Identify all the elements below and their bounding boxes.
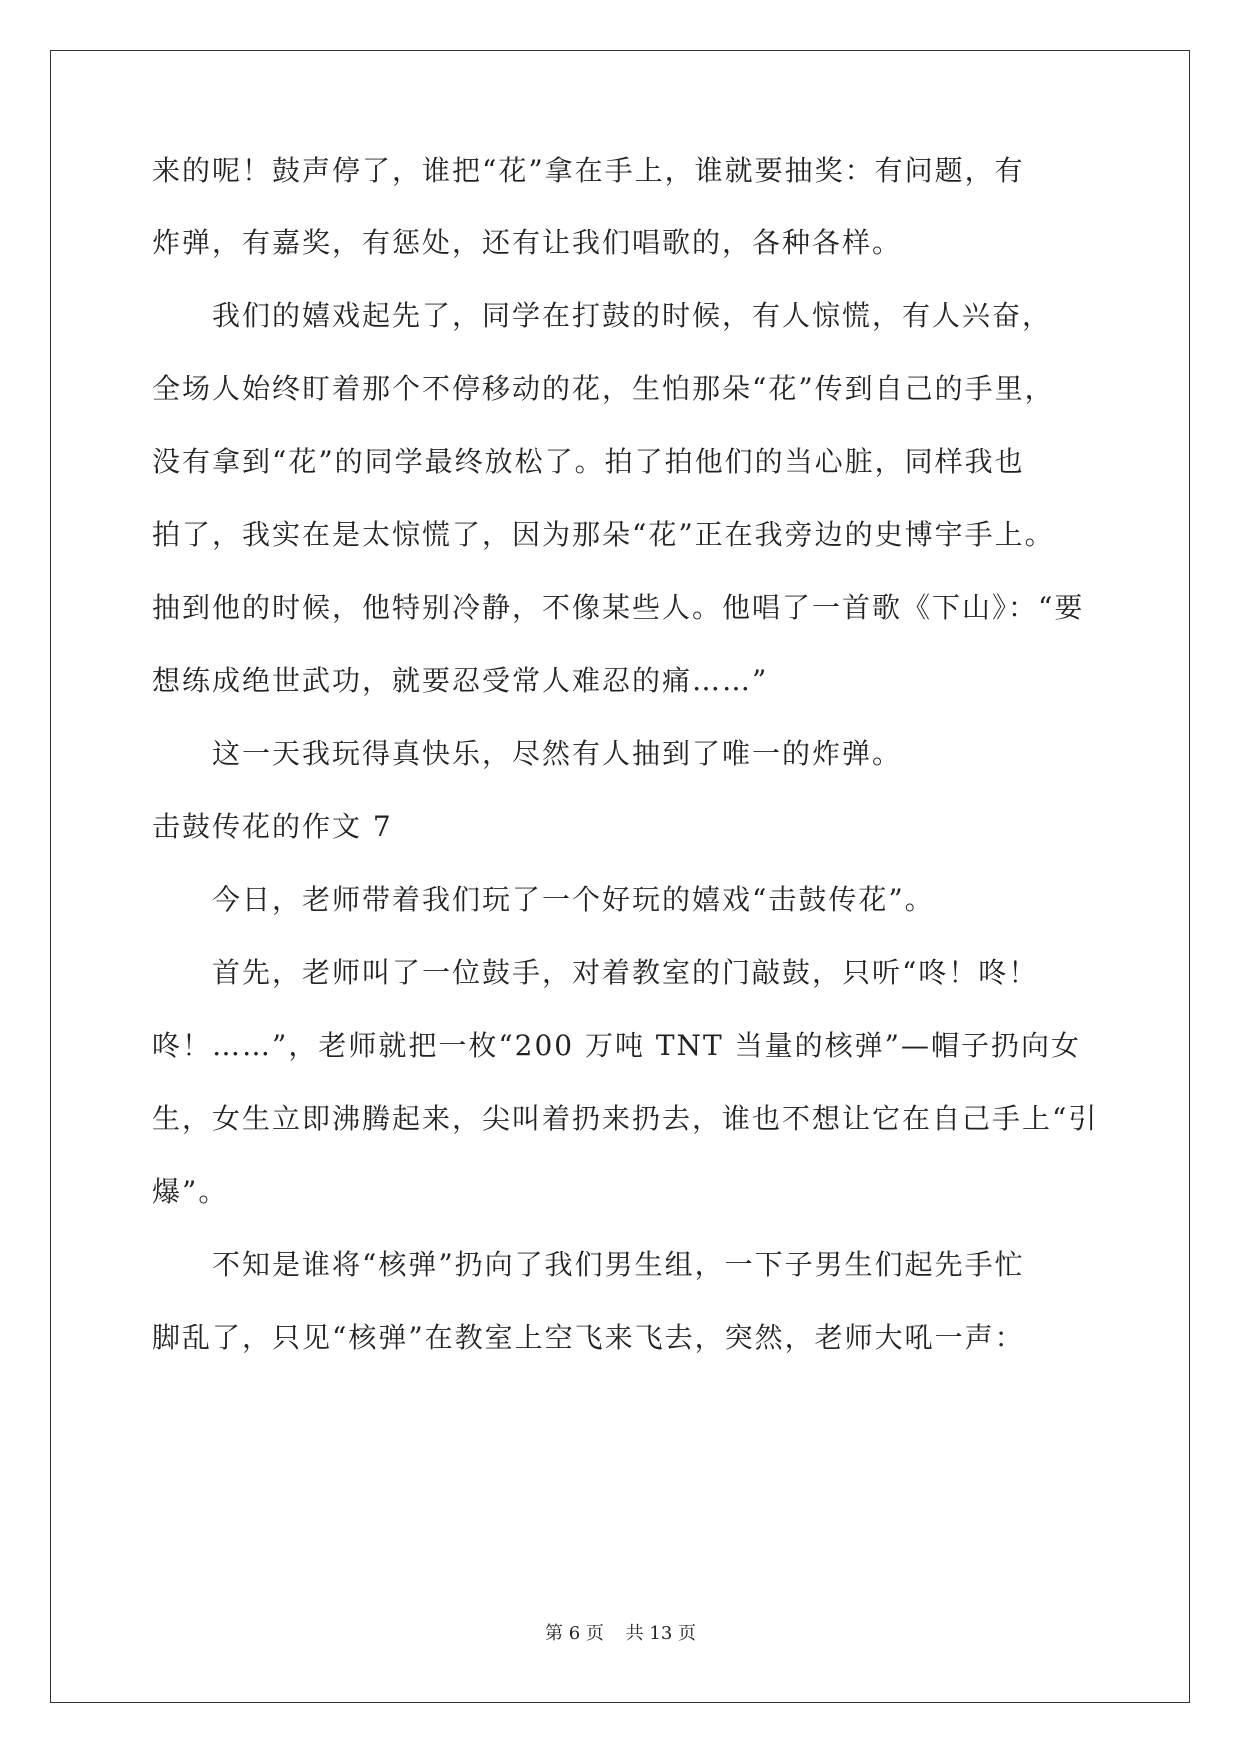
- text-line: 全场人始终盯着那个不停移动的花，生怕那朵“花”传到自己的手里，: [152, 372, 1055, 405]
- text-line: 不知是谁将“核弹”扔向了我们男生组，一下子男生们起先手忙: [212, 1248, 1025, 1281]
- text-line: 抽到他的时候，他特别冷静，不像某些人。他唱了一首歌《下山》：“要: [152, 591, 1085, 624]
- text-line: 今日，老师带着我们玩了一个好玩的嬉戏“击鼓传花”。: [212, 883, 935, 916]
- text-line: 这一天我玩得真快乐，尽然有人抽到了唯一的炸弹。: [212, 737, 903, 770]
- text-line: 爆”。: [152, 1175, 229, 1208]
- text-line: 脚乱了，只见“核弹”在教室上空飞来飞去，突然，老师大吼一声：: [152, 1321, 1025, 1354]
- page-number: 第 6 页: [545, 1623, 604, 1644]
- text-line: 我们的嬉戏起先了，同学在打鼓的时候，有人惊慌，有人兴奋，: [212, 299, 1053, 332]
- text-line: 首先，老师叫了一位鼓手，对着教室的门敲鼓，只听“咚！咚！: [212, 956, 1039, 989]
- text-line: 炸弹，有嘉奖，有惩处，还有让我们唱歌的，各种各样。: [152, 226, 903, 259]
- text-line: 生，女生立即沸腾起来，尖叫着扔来扔去，谁也不想让它在自己手上“引: [152, 1102, 1099, 1135]
- page-total: 共 13 页: [625, 1623, 696, 1644]
- page-footer: [0, 1622, 1241, 1646]
- text-line: 拍了，我实在是太惊慌了，因为那朵“花”正在我旁边的史博宇手上。: [152, 518, 1055, 551]
- text-line: 没有拿到“花”的同学最终放松了。拍了拍他们的当心脏，同样我也: [152, 445, 1025, 478]
- text-line: 来的呢！鼓声停了，谁把“花”拿在手上，谁就要抽奖：有问题，有: [152, 154, 1025, 187]
- text-line: 咚！……”，老师就把一枚“200 万吨 TNT 当量的核弹”—帽子扔向女: [152, 1029, 1081, 1062]
- section-heading: 击鼓传花的作文 7: [152, 810, 393, 843]
- text-line: 想练成绝世武功，就要忍受常人难忍的痛……”: [152, 664, 769, 697]
